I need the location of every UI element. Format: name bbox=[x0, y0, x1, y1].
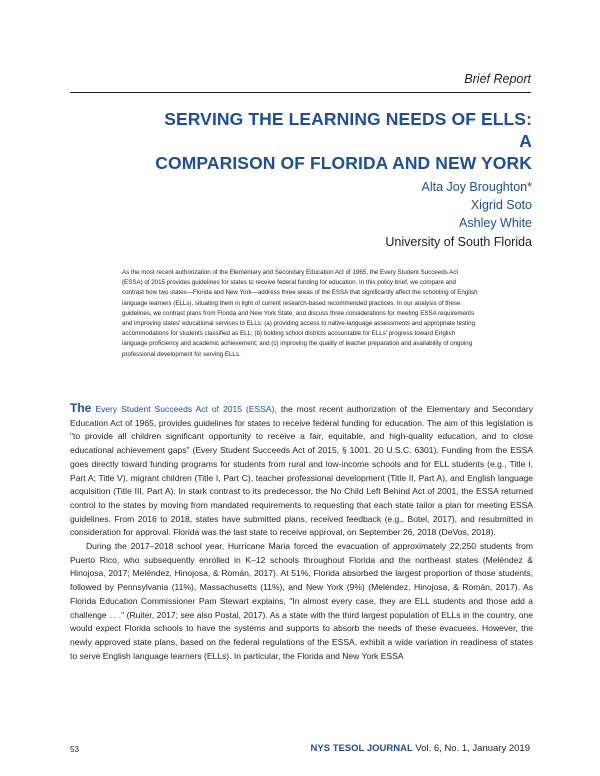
title-line-1: SERVING THE LEARNING NEEDS OF ELLS: A bbox=[164, 109, 532, 151]
journal-footer bbox=[311, 743, 530, 754]
page-number: 53 bbox=[70, 745, 79, 754]
body-paragraph bbox=[70, 402, 533, 540]
body-paragraph: During the 2017–2018 school year, Hurricane Maria forced the evacuation of approximately 22,250 students from Puerto Rico, who subsequently enrolled in K–12 schools throughout Florida and the northeast states (Meléndez & Hinojosa, 2017; Meléndez, Hinojosa, & Román, 2017). At 51%, Florida absorbed the largest proportion of those students, followed by Pennsylvania (11%), Massachusetts (11%), and New York (9%) (Meléndez, Hinojosa, & Román, 2017). As Florida Education Commissioner Pam Stewart explains, "In almost every case, they are ELL students and those add a challenge . . ." (Ruiter, 2017; see also Postal, 2017). As a state with the third largest population of ELLs in the country, one would expect Florida schools to have the systems and supports to absorb the needs of these evacuees. However, the newly approved state plans, based on the federal regulations of the ESSA, exhibit a wide variation in readiness of states to serve English language learners (ELLs). In particular, the Florida and New York ESSA bbox=[70, 541, 533, 661]
journal-name: NYS TESOL JOURNAL bbox=[310, 743, 413, 754]
header-rule bbox=[70, 92, 531, 93]
essa-link[interactable]: Every Student Succeeds Act of 2015 (ESSA), bbox=[95, 404, 277, 414]
abstract: As the most recent authorization of the Elementary and Secondary Education Act of 1965, the Every Student Succeeds Act (ESSA) of 2015 provides guidelines for states to receive federal funding for education. In this policy brief, we compare and contrast how two states—Florida and New York—address three areas of the ESSA that significantly affect the schooling of English language learners (ELLs), situating them in light of current research-based recommended practices. In our analysis of these guidelines, we contrast plans from Florida and New York State, and discuss three considerations for meeting ESSA requirements and improving states' educational services to ELLs: (a) providing access to native-language assessments and appropriate testing accommodations for students classified as ELL; (b) holding school districts accountable for ELLs' progress toward English language proficiency and academic achievement; and (c) improving the quality of teacher preparation and availability of ongoing professional development for serving ELLs. bbox=[122, 269, 478, 358]
journal-issue: Vol. 6, No. 1, January 2019 bbox=[415, 743, 530, 754]
title-line-2: COMPARISON OF FLORIDA AND NEW YORK bbox=[155, 153, 532, 173]
paragraph-text: the most recent authorization of the Elementary and Secondary Education Act of 1965, provides guidelines for states to receive federal funding for education. The aim of this legislation is "to provide all children significant opportunity to receive a fair, equitable, and high-quality education, and to close educational achievement gaps" (Every Student Succeeds Act of 2015, § 1001. 20 U.S.C. 6301). Funding from the ESSA goes directly toward funding programs for students from rural and low-income schools and for ELL students (e.g., Title I, Part A; Title V), migrant children (Title I, Part C), teacher professional development (Title II, Part A), and English language acquisition (Title III, Part A). In stark contrast to its predecessor, the No Child Left Behind Act of 2001, the ESSA returned control to the states by moving from mandated requirements to requesting that each state tailor a plan for meeting ESSA guidelines. From 2016 to 2018, states have submitted plans, received feedback (e.g., Botel, 2017), and resubmitted in consideration for approval. Florida was the last state to receive approval, on September 26, 2018 (DeVos, 2018). bbox=[70, 404, 534, 538]
affiliation: University of South Florida bbox=[385, 235, 532, 249]
report-type-label: Brief Report bbox=[464, 72, 531, 86]
author-name[interactable]: Ashley White bbox=[459, 216, 532, 230]
author-name[interactable]: Alta Joy Broughton* bbox=[421, 180, 532, 194]
article-body bbox=[70, 402, 533, 663]
author-name[interactable]: Xigrid Soto bbox=[470, 198, 532, 212]
lead-word: The bbox=[70, 401, 92, 415]
article-title bbox=[150, 108, 532, 174]
